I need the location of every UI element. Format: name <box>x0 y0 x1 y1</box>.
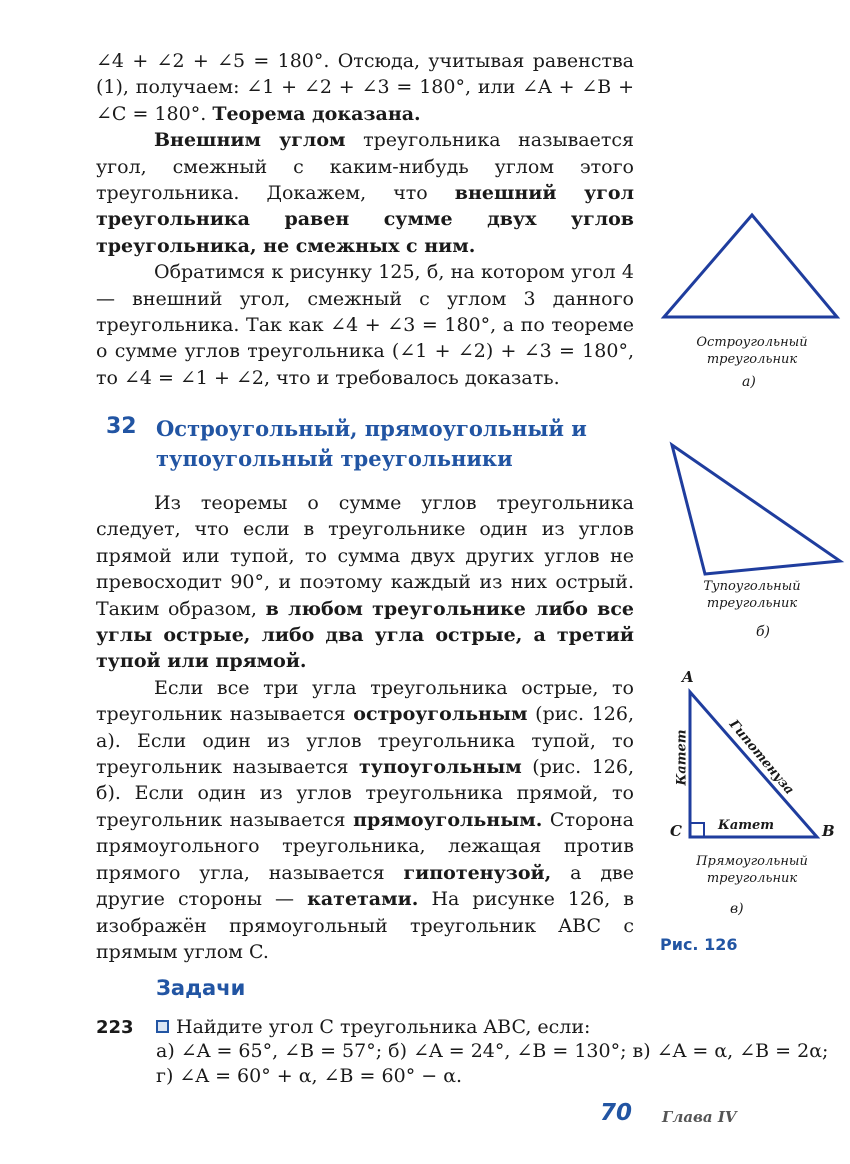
section-number: 32 <box>106 414 137 439</box>
term-acute: остроугольным <box>353 703 528 726</box>
fig-a-caption-line-1: Остроугольный <box>696 335 808 350</box>
p5-text-3: (рис. 126, б). Если один из углов треугольника прямой, то треугольник называется <box>96 756 635 831</box>
p4-bold: в любом треугольнике либо все углы острые, либо два угла острые, а третий тупой или прямой. <box>96 597 634 673</box>
fig-c-caption <box>664 853 840 887</box>
fig-b-caption-line-2: треугольник <box>706 596 798 611</box>
fig-a-label: а) <box>742 374 756 390</box>
paragraph-3: Обратимся к рисунку 125, б, на котором угол 4 — внешний угол, смежный с углом 3 данного треугольника. Так как ∠4 + ∠3 = 180°, а по теореме о сумме углов треугольника (∠1 + ∠2) + ∠3 = 180°, то ∠4 = ∠1 + ∠2, что и требовалось доказать. <box>96 261 634 389</box>
definition-text: треугольника называется угол, смежный с каким-нибудь углом этого треугольника. Докажем, что <box>96 129 634 205</box>
theorem-statement: внешний угол треугольника равен сумме двух углов треугольника, не смежных с ним. <box>96 182 634 257</box>
figure-reference: Рис. 126 <box>660 935 738 954</box>
fig-b-caption <box>664 578 840 612</box>
obtuse-triangle <box>672 445 840 574</box>
page-number: 70 <box>600 1100 633 1126</box>
chapter-label: Глава IV <box>662 1108 737 1126</box>
term-legs: катетами. <box>307 888 419 911</box>
p5-text-5: а две другие стороны — <box>96 861 634 911</box>
vertex-a-label: A <box>682 668 694 686</box>
leg-horizontal-label: Катет <box>718 818 775 833</box>
theorem-proved: Теорема доказана. <box>212 102 421 125</box>
right-angle-mark <box>690 823 704 837</box>
fig-b-label: б) <box>756 624 771 640</box>
tasks-heading: Задачи <box>156 976 246 1000</box>
fig-c-caption-line-2: треугольник <box>706 871 798 886</box>
fig-a-caption-line-2: треугольник <box>706 352 798 367</box>
term-exterior-angle: Внешним углом <box>154 129 346 152</box>
p5-text-1: Если все три угла треугольника острые, то треугольник называется <box>96 676 634 726</box>
p5-text-2: (рис. 126, а). Если один из углов треугольника тупой, то треугольник называется <box>96 703 635 779</box>
task-statement: Найдите угол C треугольника ABC, если: <box>176 1016 591 1038</box>
term-obtuse: тупоугольным <box>359 756 522 779</box>
fig-c-caption-line-1: Прямоугольный <box>696 854 808 869</box>
task-number: 223 <box>96 1017 134 1038</box>
hypotenuse-label: Гипотенуза <box>725 717 797 798</box>
leg-vertical-label: Катет <box>674 729 690 786</box>
vertex-b-label: B <box>822 822 835 840</box>
fig-a-caption <box>664 334 840 368</box>
task-line-a: а) ∠A = 65°, ∠B = 57°; б) ∠A = 24°, ∠B = 130°; в) ∠A = α, ∠B = 2α; <box>156 1040 829 1062</box>
right-triangle <box>690 692 817 837</box>
vertex-c-label: C <box>670 822 682 840</box>
fig-c-label: в) <box>730 901 744 917</box>
p4-text: Из теоремы о сумме углов треугольника следует, что если в треугольнике один из углов прямой или тупой, то сумма двух других углов не превосходит 90°, и поэтому каждый из них острый. Таким образом, <box>96 492 634 620</box>
p5-text-4: Сторона прямоугольного треугольника, лежащая против прямого угла, называется <box>96 808 635 884</box>
section-title: Остроугольный, прямоугольный и тупоугольный треугольники <box>156 416 587 471</box>
term-right: прямоугольным. <box>353 808 543 831</box>
fig-b-caption-line-1: Тупоугольный <box>703 579 801 594</box>
acute-triangle <box>664 215 837 317</box>
task-line-b: г) ∠A = 60° + α, ∠B = 60° − α. <box>156 1065 463 1087</box>
proof-end-text: ∠4 + ∠2 + ∠5 = 180°. Отсюда, учитывая равенства (1), получаем: ∠1 + ∠2 + ∠3 = 180°, или ∠A + ∠B + ∠C = 180°. <box>96 50 634 125</box>
p5-text-6: На рисунке 126, в изображён прямоугольный треугольник ABC с прямым углом C. <box>96 888 635 963</box>
term-hypotenuse: гипотенузой, <box>403 861 552 884</box>
